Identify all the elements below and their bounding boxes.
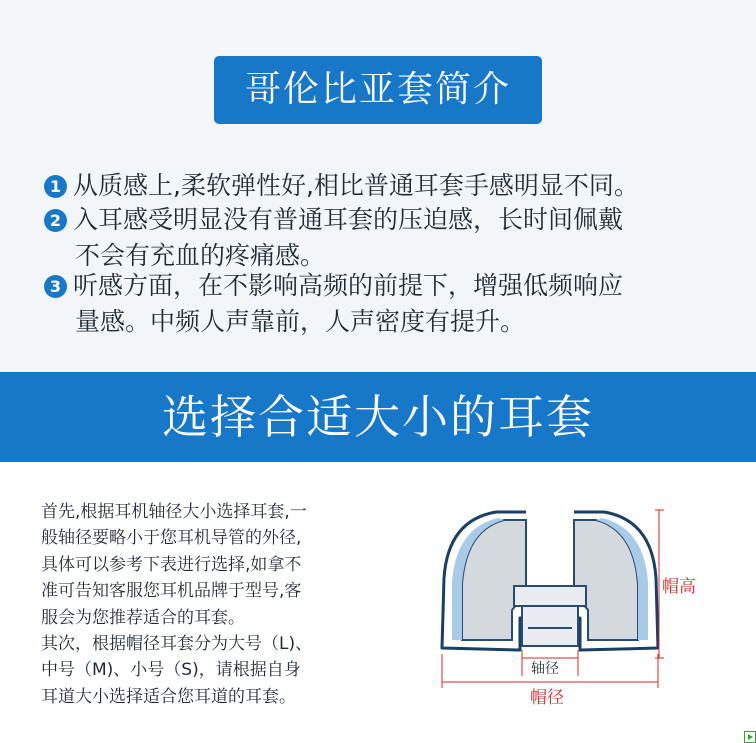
eartip-diagram-icon	[430, 498, 746, 724]
description-line: 准可告知客服您耳机品牌于型号,客	[41, 581, 302, 602]
description-line: 耳道大小选择适合您耳道的耳套。	[41, 686, 296, 707]
number-1-icon: 1	[44, 175, 67, 198]
description-line: 首先,根据耳机轴径大小选择耳套,一	[41, 502, 307, 522]
description-line: 般轴径要略小于您耳机导管的外径,	[41, 528, 302, 549]
selection-banner: 选择合适大小的耳套	[0, 372, 756, 462]
intro-point-1	[44, 168, 734, 204]
eartip-core-top	[514, 586, 586, 606]
shaft-diameter-label: 轴径	[531, 661, 559, 677]
intro-point-3	[44, 268, 734, 340]
intro-title: 哥伦比亚套简介	[214, 56, 542, 124]
point-text: 不会有充血的疼痛感。	[75, 241, 326, 270]
number-2-icon: 2	[44, 209, 67, 232]
eartip-core-stem	[522, 606, 578, 646]
description-line: 其次，根据帽径耳套分为大号（L)、	[41, 634, 313, 655]
play-icon[interactable]	[744, 731, 756, 743]
cap-height-label: 帽高	[662, 577, 696, 597]
point-text: 听感方面，在不影响高频的前提下，增强低频响应	[73, 271, 624, 300]
selection-description	[41, 499, 381, 710]
description-line: 服会为您推荐适合的耳套。	[41, 607, 245, 628]
point-text: 入耳感受明显没有普通耳套的压迫感，长时间佩戴	[73, 205, 624, 234]
description-line: 具体可以参考下表进行选择,如拿不	[41, 554, 302, 575]
cap-diameter-label: 帽径	[530, 688, 564, 708]
point-text: 量感。中频人声靠前，人声密度有提升。	[75, 307, 526, 336]
description-line: 中号（M)、小号（S)，请根据自身	[41, 660, 301, 681]
point-text: 从质感上,柔软弹性好,相比普通耳套手感明显不同。	[73, 171, 639, 200]
intro-point-2	[44, 202, 734, 274]
number-3-icon: 3	[44, 275, 67, 298]
eartip-diagram	[430, 498, 746, 724]
